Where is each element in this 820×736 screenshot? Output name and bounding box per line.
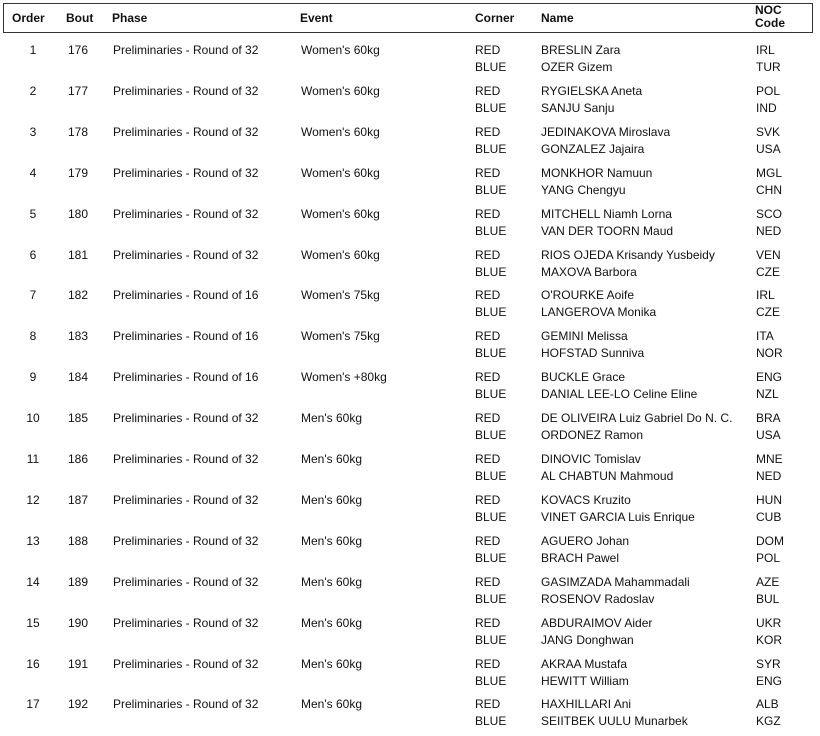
event-cell: Women's 60kg <box>301 165 380 180</box>
order-cell: 17 <box>26 697 40 712</box>
red-corner-label: RED <box>475 411 501 426</box>
red-corner-label: RED <box>475 43 501 57</box>
blue-boxer-name: VINET GARCIA Luis Enrique <box>541 509 695 524</box>
red-noc-code: AZE <box>756 574 780 589</box>
table-row <box>0 83 820 119</box>
red-boxer-name: BRESLIN Zara <box>541 43 621 57</box>
red-noc-code: ENG <box>756 370 783 385</box>
blue-boxer-name: DANIAL LEE-LO Celine Eline <box>541 387 698 402</box>
blue-noc-code: ENG <box>756 673 783 688</box>
order-cell: 5 <box>29 206 37 221</box>
red-boxer-name: HAXHILLARI Ani <box>541 697 632 712</box>
table-row <box>0 533 820 569</box>
blue-noc-code: CZE <box>756 305 780 320</box>
blue-corner-label: BLUE <box>475 714 507 729</box>
red-noc-code: VEN <box>756 247 781 262</box>
table-row <box>0 369 820 405</box>
bout-cell: 179 <box>68 165 89 180</box>
event-cell: Women's 75kg <box>301 329 380 344</box>
blue-noc-code: USA <box>756 141 781 156</box>
red-corner-label: RED <box>475 288 501 303</box>
order-cell: 7 <box>29 288 37 303</box>
blue-boxer-name: OZER Gizem <box>541 60 613 74</box>
header-phase: Phase <box>112 11 148 25</box>
red-boxer-name: RYGIELSKA Aneta <box>541 83 643 98</box>
header-name: Name <box>541 11 574 25</box>
red-boxer-name: GASIMZADA Mahammadali <box>541 574 690 589</box>
red-corner-label: RED <box>475 533 501 548</box>
red-noc-code: UKR <box>756 615 782 630</box>
table-header <box>3 3 813 33</box>
red-noc-code: HUN <box>756 492 782 507</box>
phase-cell: Preliminaries - Round of 32 <box>113 43 259 57</box>
red-boxer-name: KOVACS Kruzito <box>541 492 631 507</box>
blue-boxer-name: JANG Donghwan <box>541 632 634 647</box>
blue-boxer-name: VAN DER TOORN Maud <box>541 223 674 238</box>
bout-cell: 191 <box>68 656 89 671</box>
red-boxer-name: AKRAA Mustafa <box>541 656 628 671</box>
order-cell: 6 <box>29 247 37 262</box>
red-corner-label: RED <box>475 206 501 221</box>
header-noc-code <box>755 4 785 30</box>
red-corner-label: RED <box>475 452 501 466</box>
table-row <box>0 451 820 487</box>
blue-corner-label: BLUE <box>475 673 507 688</box>
order-cell: 3 <box>29 124 37 139</box>
event-cell: Women's 60kg <box>301 206 380 221</box>
table-row <box>0 165 820 201</box>
table-row <box>0 492 820 528</box>
red-boxer-name: AGUERO Johan <box>541 533 630 548</box>
event-cell: Women's 60kg <box>301 83 380 98</box>
header-bout: Bout <box>66 11 94 25</box>
blue-boxer-name: BRACH Pawel <box>541 550 620 565</box>
order-cell: 13 <box>26 533 40 548</box>
phase-cell: Preliminaries - Round of 32 <box>113 533 259 548</box>
red-boxer-name: RIOS OJEDA Krisandy Yusbeidy <box>541 247 715 262</box>
red-corner-label: RED <box>475 247 501 262</box>
blue-boxer-name: SANJU Sanju <box>541 100 615 115</box>
event-cell: Women's +80kg <box>301 370 387 385</box>
blue-noc-code: CZE <box>756 264 780 279</box>
blue-corner-label: BLUE <box>475 428 507 443</box>
red-noc-code: IRL <box>756 288 775 303</box>
order-cell: 15 <box>26 615 40 630</box>
phase-cell: Preliminaries - Round of 32 <box>113 697 259 712</box>
phase-cell: Preliminaries - Round of 32 <box>113 124 259 139</box>
header-order: Order <box>12 11 45 25</box>
bout-cell: 190 <box>68 615 89 630</box>
red-boxer-name: JEDINAKOVA Miroslava <box>541 124 671 139</box>
phase-cell: Preliminaries - Round of 32 <box>113 411 259 426</box>
red-corner-label: RED <box>475 697 501 712</box>
event-cell: Men's 60kg <box>301 615 362 630</box>
blue-corner-label: BLUE <box>475 223 507 238</box>
blue-corner-label: BLUE <box>475 100 507 115</box>
blue-noc-code: CUB <box>756 509 782 524</box>
blue-boxer-name: YANG Chengyu <box>541 182 626 197</box>
red-boxer-name: BUCKLE Grace <box>541 370 626 385</box>
order-cell: 2 <box>29 83 37 98</box>
blue-corner-label: BLUE <box>475 387 507 402</box>
blue-boxer-name: SEIITBEK UULU Munarbek <box>541 714 688 729</box>
blue-corner-label: BLUE <box>475 141 507 156</box>
event-cell: Women's 75kg <box>301 288 380 303</box>
bout-cell: 189 <box>68 574 89 589</box>
red-boxer-name: O'ROURKE Aoife <box>541 288 634 303</box>
blue-boxer-name: ROSENOV Radoslav <box>541 591 655 606</box>
bout-cell: 188 <box>68 533 89 548</box>
table-row <box>0 328 820 364</box>
event-cell: Women's 60kg <box>301 124 380 139</box>
red-corner-label: RED <box>475 492 501 507</box>
bout-cell: 184 <box>68 370 89 385</box>
blue-boxer-name: ORDONEZ Ramon <box>541 428 644 443</box>
red-corner-label: RED <box>475 574 501 589</box>
table-row <box>0 656 820 692</box>
blue-noc-code: NOR <box>756 346 783 361</box>
blue-boxer-name: HOFSTAD Sunniva <box>541 346 645 361</box>
blue-boxer-name: GONZALEZ Jajaira <box>541 141 645 156</box>
event-cell: Men's 60kg <box>301 452 362 466</box>
event-cell: Men's 60kg <box>301 533 362 548</box>
red-boxer-name: MONKHOR Namuun <box>541 165 653 180</box>
order-cell: 10 <box>26 411 40 426</box>
bout-cell: 187 <box>68 492 89 507</box>
red-corner-label: RED <box>475 370 501 385</box>
red-corner-label: RED <box>475 329 501 344</box>
red-noc-code: MNE <box>756 452 783 466</box>
blue-corner-label: BLUE <box>475 264 507 279</box>
bout-cell: 180 <box>68 206 89 221</box>
blue-noc-code: IND <box>756 100 777 115</box>
table-row <box>0 696 820 732</box>
blue-noc-code: KOR <box>756 632 783 647</box>
blue-corner-label: BLUE <box>475 182 507 197</box>
phase-cell: Preliminaries - Round of 32 <box>113 492 259 507</box>
table-row <box>0 287 820 323</box>
blue-corner-label: BLUE <box>475 469 507 483</box>
red-boxer-name: MITCHELL Niamh Lorna <box>541 206 672 221</box>
phase-cell: Preliminaries - Round of 32 <box>113 247 259 262</box>
blue-boxer-name: HEWITT William <box>541 673 629 688</box>
order-cell: 11 <box>26 452 40 466</box>
phase-cell: Preliminaries - Round of 16 <box>113 329 259 344</box>
red-noc-code: BRA <box>756 411 781 426</box>
blue-corner-label: BLUE <box>475 550 507 565</box>
blue-noc-code: CHN <box>756 182 782 197</box>
blue-corner-label: BLUE <box>475 346 507 361</box>
order-cell: 8 <box>29 329 37 344</box>
blue-corner-label: BLUE <box>475 632 507 647</box>
bout-cell: 178 <box>68 124 89 139</box>
phase-cell: Preliminaries - Round of 32 <box>113 165 259 180</box>
header-noc-line1: NOC <box>755 3 782 17</box>
red-boxer-name: DE OLIVEIRA Luiz Gabriel Do N. C. <box>541 411 733 426</box>
phase-cell: Preliminaries - Round of 16 <box>113 288 259 303</box>
phase-cell: Preliminaries - Round of 32 <box>113 615 259 630</box>
red-noc-code: SCO <box>756 206 783 221</box>
event-cell: Men's 60kg <box>301 697 362 712</box>
blue-boxer-name: LANGEROVA Monika <box>541 305 657 320</box>
bout-cell: 177 <box>68 83 89 98</box>
red-corner-label: RED <box>475 656 501 671</box>
blue-noc-code: BUL <box>756 591 780 606</box>
event-cell: Men's 60kg <box>301 656 362 671</box>
blue-noc-code: NED <box>756 469 782 483</box>
table-row <box>0 615 820 651</box>
bout-cell: 176 <box>68 43 89 57</box>
event-cell: Women's 60kg <box>301 247 380 262</box>
table-row <box>0 42 820 78</box>
blue-boxer-name: MAXOVA Barbora <box>541 264 637 279</box>
phase-cell: Preliminaries - Round of 32 <box>113 656 259 671</box>
bout-cell: 182 <box>68 288 89 303</box>
red-noc-code: SVK <box>756 124 781 139</box>
blue-boxer-name: AL CHABTUN Mahmoud <box>541 469 674 483</box>
header-noc-line2: Code <box>755 16 785 30</box>
blue-noc-code: KGZ <box>756 714 781 729</box>
event-cell: Men's 60kg <box>301 492 362 507</box>
phase-cell: Preliminaries - Round of 32 <box>113 574 259 589</box>
table-row <box>0 574 820 610</box>
blue-noc-code: POL <box>756 550 781 565</box>
red-noc-code: IRL <box>756 43 775 57</box>
order-cell: 16 <box>26 656 40 671</box>
red-noc-code: SYR <box>756 656 781 671</box>
red-boxer-name: GEMINI Melissa <box>541 329 628 344</box>
order-cell: 9 <box>29 370 37 385</box>
order-cell: 1 <box>29 43 37 57</box>
blue-corner-label: BLUE <box>475 305 507 320</box>
bout-cell: 185 <box>68 411 89 426</box>
bout-cell: 186 <box>68 452 89 466</box>
table-row <box>0 124 820 160</box>
bout-cell: 192 <box>68 697 89 712</box>
table-row <box>0 410 820 446</box>
red-corner-label: RED <box>475 124 501 139</box>
blue-noc-code: NZL <box>756 387 779 402</box>
blue-noc-code: USA <box>756 428 781 443</box>
bout-cell: 183 <box>68 329 89 344</box>
red-corner-label: RED <box>475 165 501 180</box>
phase-cell: Preliminaries - Round of 16 <box>113 370 259 385</box>
event-cell: Women's 60kg <box>301 43 380 57</box>
red-corner-label: RED <box>475 615 501 630</box>
red-noc-code: POL <box>756 83 781 98</box>
event-cell: Men's 60kg <box>301 411 362 426</box>
blue-corner-label: BLUE <box>475 60 507 74</box>
phase-cell: Preliminaries - Round of 32 <box>113 83 259 98</box>
blue-noc-code: TUR <box>756 60 781 74</box>
blue-corner-label: BLUE <box>475 509 507 524</box>
header-corner: Corner <box>475 11 515 25</box>
red-noc-code: ITA <box>756 329 774 344</box>
phase-cell: Preliminaries - Round of 32 <box>113 452 259 466</box>
red-corner-label: RED <box>475 83 501 98</box>
blue-corner-label: BLUE <box>475 591 507 606</box>
red-boxer-name: ABDURAIMOV Aider <box>541 615 653 630</box>
bout-cell: 181 <box>68 247 89 262</box>
event-cell: Men's 60kg <box>301 574 362 589</box>
red-boxer-name: DINOVIC Tomislav <box>541 452 641 466</box>
order-cell: 14 <box>26 574 40 589</box>
order-cell: 4 <box>29 165 37 180</box>
table-row <box>0 206 820 242</box>
order-cell: 12 <box>26 492 40 507</box>
red-noc-code: ALB <box>756 697 779 712</box>
header-event: Event <box>300 11 333 25</box>
red-noc-code: DOM <box>756 533 784 548</box>
phase-cell: Preliminaries - Round of 32 <box>113 206 259 221</box>
red-noc-code: MGL <box>756 165 783 180</box>
blue-noc-code: NED <box>756 223 782 238</box>
table-row <box>0 247 820 283</box>
